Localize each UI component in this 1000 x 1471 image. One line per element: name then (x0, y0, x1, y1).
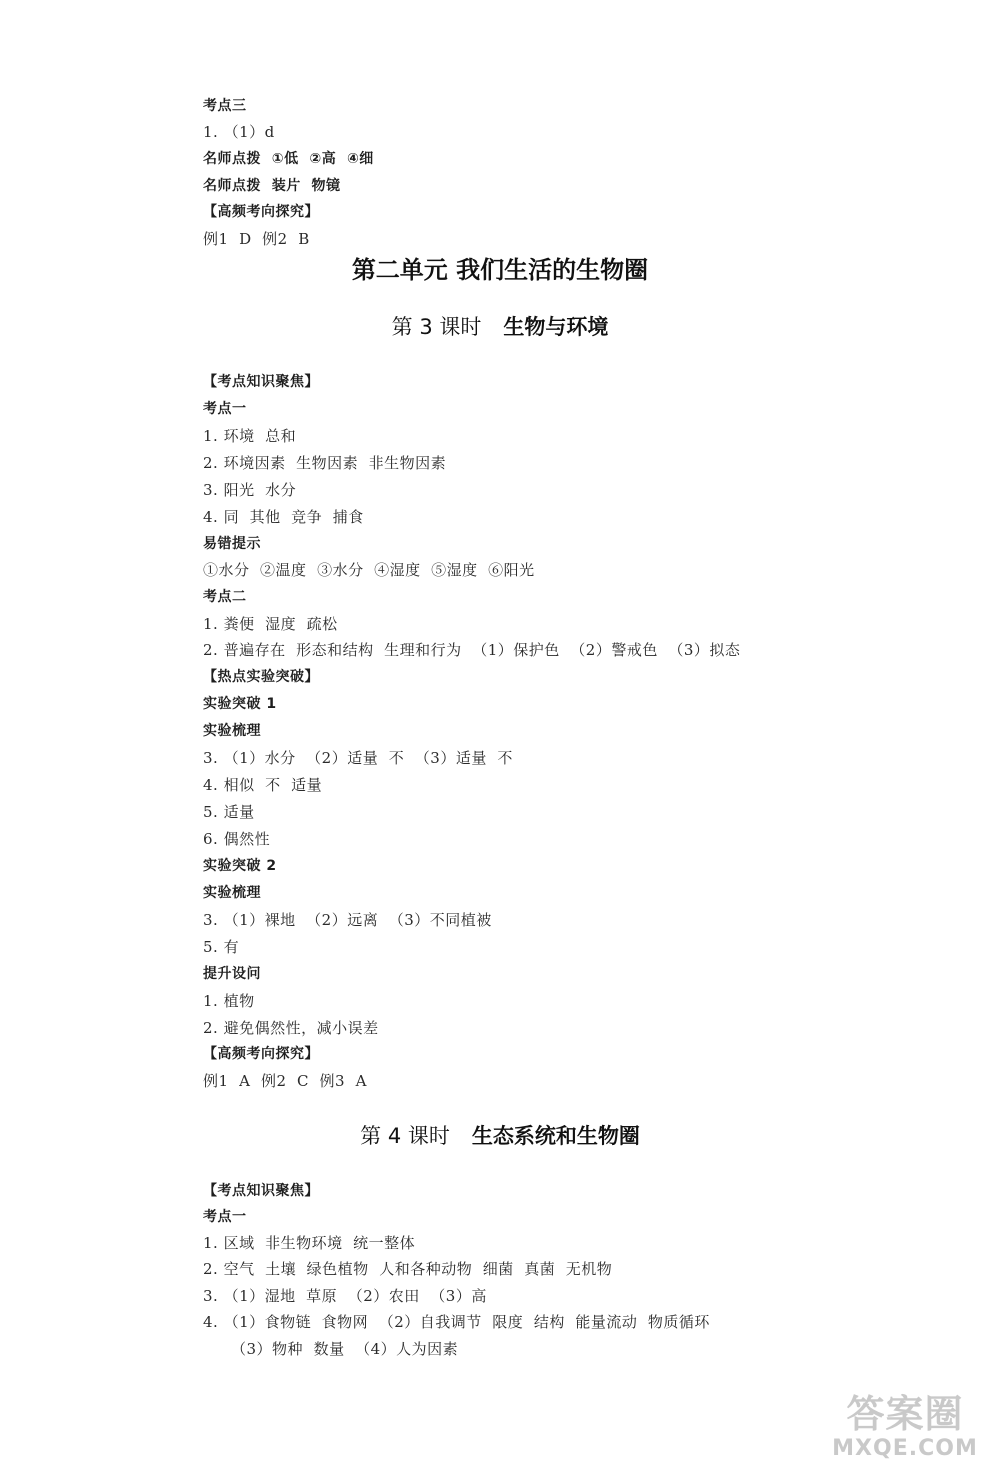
answer-line: 4. （1）食物链 食物网 （2）自我调节 限度 结构 能量流动 物质循环 (203, 1313, 710, 1331)
answer-line: 1. 植物 (203, 992, 255, 1010)
kaodian-heading: 考点二 (203, 589, 247, 605)
lesson-name: 生态系统和生物圈 (471, 1124, 640, 1148)
watermark-logo (830, 1392, 980, 1462)
answer-line: ①水分 ②温度 ③水分 ④湿度 ⑤湿度 ⑥阳光 (203, 561, 535, 579)
lesson-3-title (0, 313, 1000, 341)
tip-heading: 易错提示 (203, 536, 261, 552)
kaodian-heading: 考点一 (203, 1209, 247, 1225)
kaodian-heading: 考点一 (203, 401, 247, 417)
experiment-subheading: 实验梳理 (203, 885, 261, 901)
experiment-heading: 实验突破 1 (203, 696, 277, 712)
answer-line: 2. 避免偶然性，减小误差 (203, 1019, 379, 1037)
answer-line: 4. 相似 不 适量 (203, 776, 323, 794)
answer-line: 2. 环境因素 生物因素 非生物因素 (203, 454, 447, 472)
answer-line: 3. （1）水分 （2）适量 不 （3）适量 不 (203, 749, 513, 767)
unit-title: 第二单元 我们生活的生物圈 (351, 256, 649, 284)
answer-line: 3. （1）湿地 草原 （2）农田 （3）高 (203, 1287, 487, 1305)
answer-line: 2. 空气 土壤 绿色植物 人和各种动物 细菌 真菌 无机物 (203, 1260, 613, 1278)
answer-line-continued: （3）物种 数量 （4）人为因素 (231, 1340, 459, 1358)
watermark-url: MXQE.COM (832, 1436, 978, 1461)
section-heading: 【热点实验突破】 (203, 669, 319, 685)
answer-line: 1. 区域 非生物环境 统一整体 (203, 1234, 416, 1252)
experiment-heading: 实验突破 2 (203, 858, 277, 874)
answer-line: 1. 环境 总和 (203, 427, 297, 445)
answer-line: 2. 普遍存在 形态和结构 生理和行为 （1）保护色 （2）警戒色 （3）拟态 (203, 641, 741, 659)
question-heading: 提升设问 (203, 966, 261, 982)
lesson-number: 第 4 课时 (360, 1124, 450, 1148)
section-heading: 【考点知识聚焦】 (203, 1183, 319, 1199)
kaodian-3-heading: 考点三 (203, 98, 247, 114)
section-heading: 【考点知识聚焦】 (203, 374, 319, 390)
answer-line: 1. 粪便 湿度 疏松 (203, 615, 338, 633)
answer-line: 3. 阳光 水分 (203, 481, 297, 499)
example-answers: 例1 A 例2 C 例3 A (203, 1072, 367, 1090)
lesson-name: 生物与环境 (503, 315, 609, 339)
answer-line: 6. 偶然性 (203, 830, 271, 848)
answer-line: 3. （1）裸地 （2）远离 （3）不同植被 (203, 911, 492, 929)
answer-line: 4. 同 其他 竞争 捕食 (203, 508, 364, 526)
example-answers: 例1 D 例2 B (203, 230, 310, 248)
answer-line: 1. （1）d (203, 123, 275, 141)
answer-line: 5. 适量 (203, 803, 255, 821)
section-heading: 【高频考向探究】 (203, 1046, 319, 1062)
lesson-number: 第 3 课时 (391, 315, 482, 339)
experiment-subheading: 实验梳理 (203, 723, 261, 739)
watermark-text: 答案圈 (846, 1392, 964, 1436)
tip-line: 名师点拨 ①低 ②高 ④细 (203, 151, 374, 167)
answer-line: 5. 有 (203, 938, 240, 956)
tip-line: 名师点拨 装片 物镜 (203, 178, 341, 194)
section-heading: 【高频考向探究】 (203, 204, 319, 220)
lesson-4-title (0, 1122, 1000, 1150)
